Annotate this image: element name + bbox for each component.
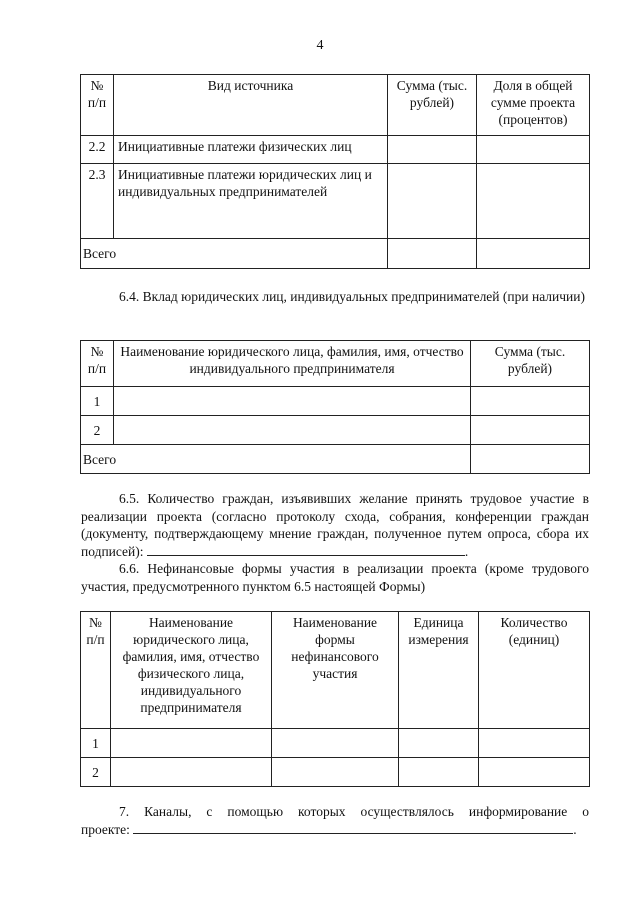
col-source-header: Вид источника bbox=[114, 75, 388, 136]
section-7-line1: 7. Каналы, с помощью которых осуществлялось информирование о bbox=[119, 804, 589, 819]
section-6-5-text: 6.5. Количество граждан, изъявивших желание принять трудовое участие в реализации проекта (согласно протоколу схода, собрания, конференции граждан (документу, подтверждающему мнение граждан, полученное путем опроса, сбора их подписей): bbox=[81, 491, 589, 559]
row-number: 2.2 bbox=[81, 136, 114, 164]
source-cell: Инициативные платежи юридических лиц и индивидуальных предпринимателей bbox=[114, 164, 388, 239]
page-number: 4 bbox=[316, 38, 324, 53]
source-cell: Инициативные платежи физических лиц bbox=[114, 136, 388, 164]
sum-cell bbox=[471, 416, 590, 445]
entity-name-cell bbox=[111, 729, 272, 758]
col-number-header: № п/п bbox=[81, 341, 114, 387]
section-7-label: проекте: bbox=[81, 821, 130, 837]
col-sum-header: Сумма (тыс. рублей) bbox=[388, 75, 477, 136]
row-number: 1 bbox=[81, 387, 114, 416]
sum-cell bbox=[388, 136, 477, 164]
col-share-header: Доля в общей сумме проекта (процентов) bbox=[477, 75, 590, 136]
section-7 bbox=[81, 803, 589, 838]
table-row bbox=[81, 164, 590, 239]
row-number: 2 bbox=[81, 416, 114, 445]
sum-cell bbox=[388, 164, 477, 239]
section-6-5 bbox=[81, 490, 589, 560]
entity-name-cell bbox=[114, 416, 471, 445]
section-7-end: . bbox=[573, 821, 577, 837]
col-unit-header: Единица измерения bbox=[399, 612, 479, 729]
total-label: Всего bbox=[81, 445, 471, 474]
form-cell bbox=[272, 758, 399, 787]
table-row bbox=[81, 758, 590, 787]
col-quantity-header: Количество (единиц) bbox=[479, 612, 590, 729]
total-row bbox=[81, 239, 590, 269]
table-row bbox=[81, 136, 590, 164]
row-number: 2.3 bbox=[81, 164, 114, 239]
share-cell bbox=[477, 164, 590, 239]
table-row bbox=[81, 416, 590, 445]
total-label: Всего bbox=[81, 239, 388, 269]
unit-cell bbox=[399, 758, 479, 787]
entity-name-cell bbox=[111, 758, 272, 787]
sum-cell bbox=[471, 387, 590, 416]
section-6-4-text: 6.4. Вклад юридических лиц, индивидуальных предпринимателей (при наличии) bbox=[119, 289, 585, 304]
quantity-cell bbox=[479, 729, 590, 758]
citizen-count-fill-line[interactable] bbox=[147, 543, 465, 556]
section-6-5-end: . bbox=[464, 543, 469, 559]
row-number: 2 bbox=[81, 758, 111, 787]
entity-name-cell bbox=[114, 387, 471, 416]
unit-cell bbox=[399, 729, 479, 758]
share-cell bbox=[477, 136, 590, 164]
total-sum-cell bbox=[388, 239, 477, 269]
total-share-cell bbox=[477, 239, 590, 269]
col-entity-name-header: Наименование юридического лица, фамилия, имя, отчество индивидуального предпринимателя bbox=[114, 341, 471, 387]
col-sum-header: Сумма (тыс. рублей) bbox=[471, 341, 590, 387]
total-sum-cell bbox=[471, 445, 590, 474]
row-number: 1 bbox=[81, 729, 111, 758]
col-number-header: № п/п bbox=[81, 75, 114, 136]
col-form-header: Наименование формы нефинансового участия bbox=[272, 612, 399, 729]
quantity-cell bbox=[479, 758, 590, 787]
info-channels-fill-line[interactable] bbox=[133, 821, 573, 834]
table-row bbox=[81, 729, 590, 758]
funding-sources-table bbox=[80, 74, 590, 269]
section-6-6-text: 6.6. Нефинансовые формы участия в реализации проекта (кроме трудового участия, предусмотренного пунктом 6.5 настоящей Формы) bbox=[81, 561, 589, 594]
form-cell bbox=[272, 729, 399, 758]
total-row bbox=[81, 445, 590, 474]
table-row bbox=[81, 387, 590, 416]
col-number-header: № п/п bbox=[81, 612, 111, 729]
legal-entity-contribution-table bbox=[80, 340, 590, 474]
non-financial-participation-table bbox=[80, 611, 590, 787]
col-entity-name-header: Наименование юридического лица, фамилия, имя, отчество физического лица, индивидуального предпринимателя bbox=[111, 612, 272, 729]
